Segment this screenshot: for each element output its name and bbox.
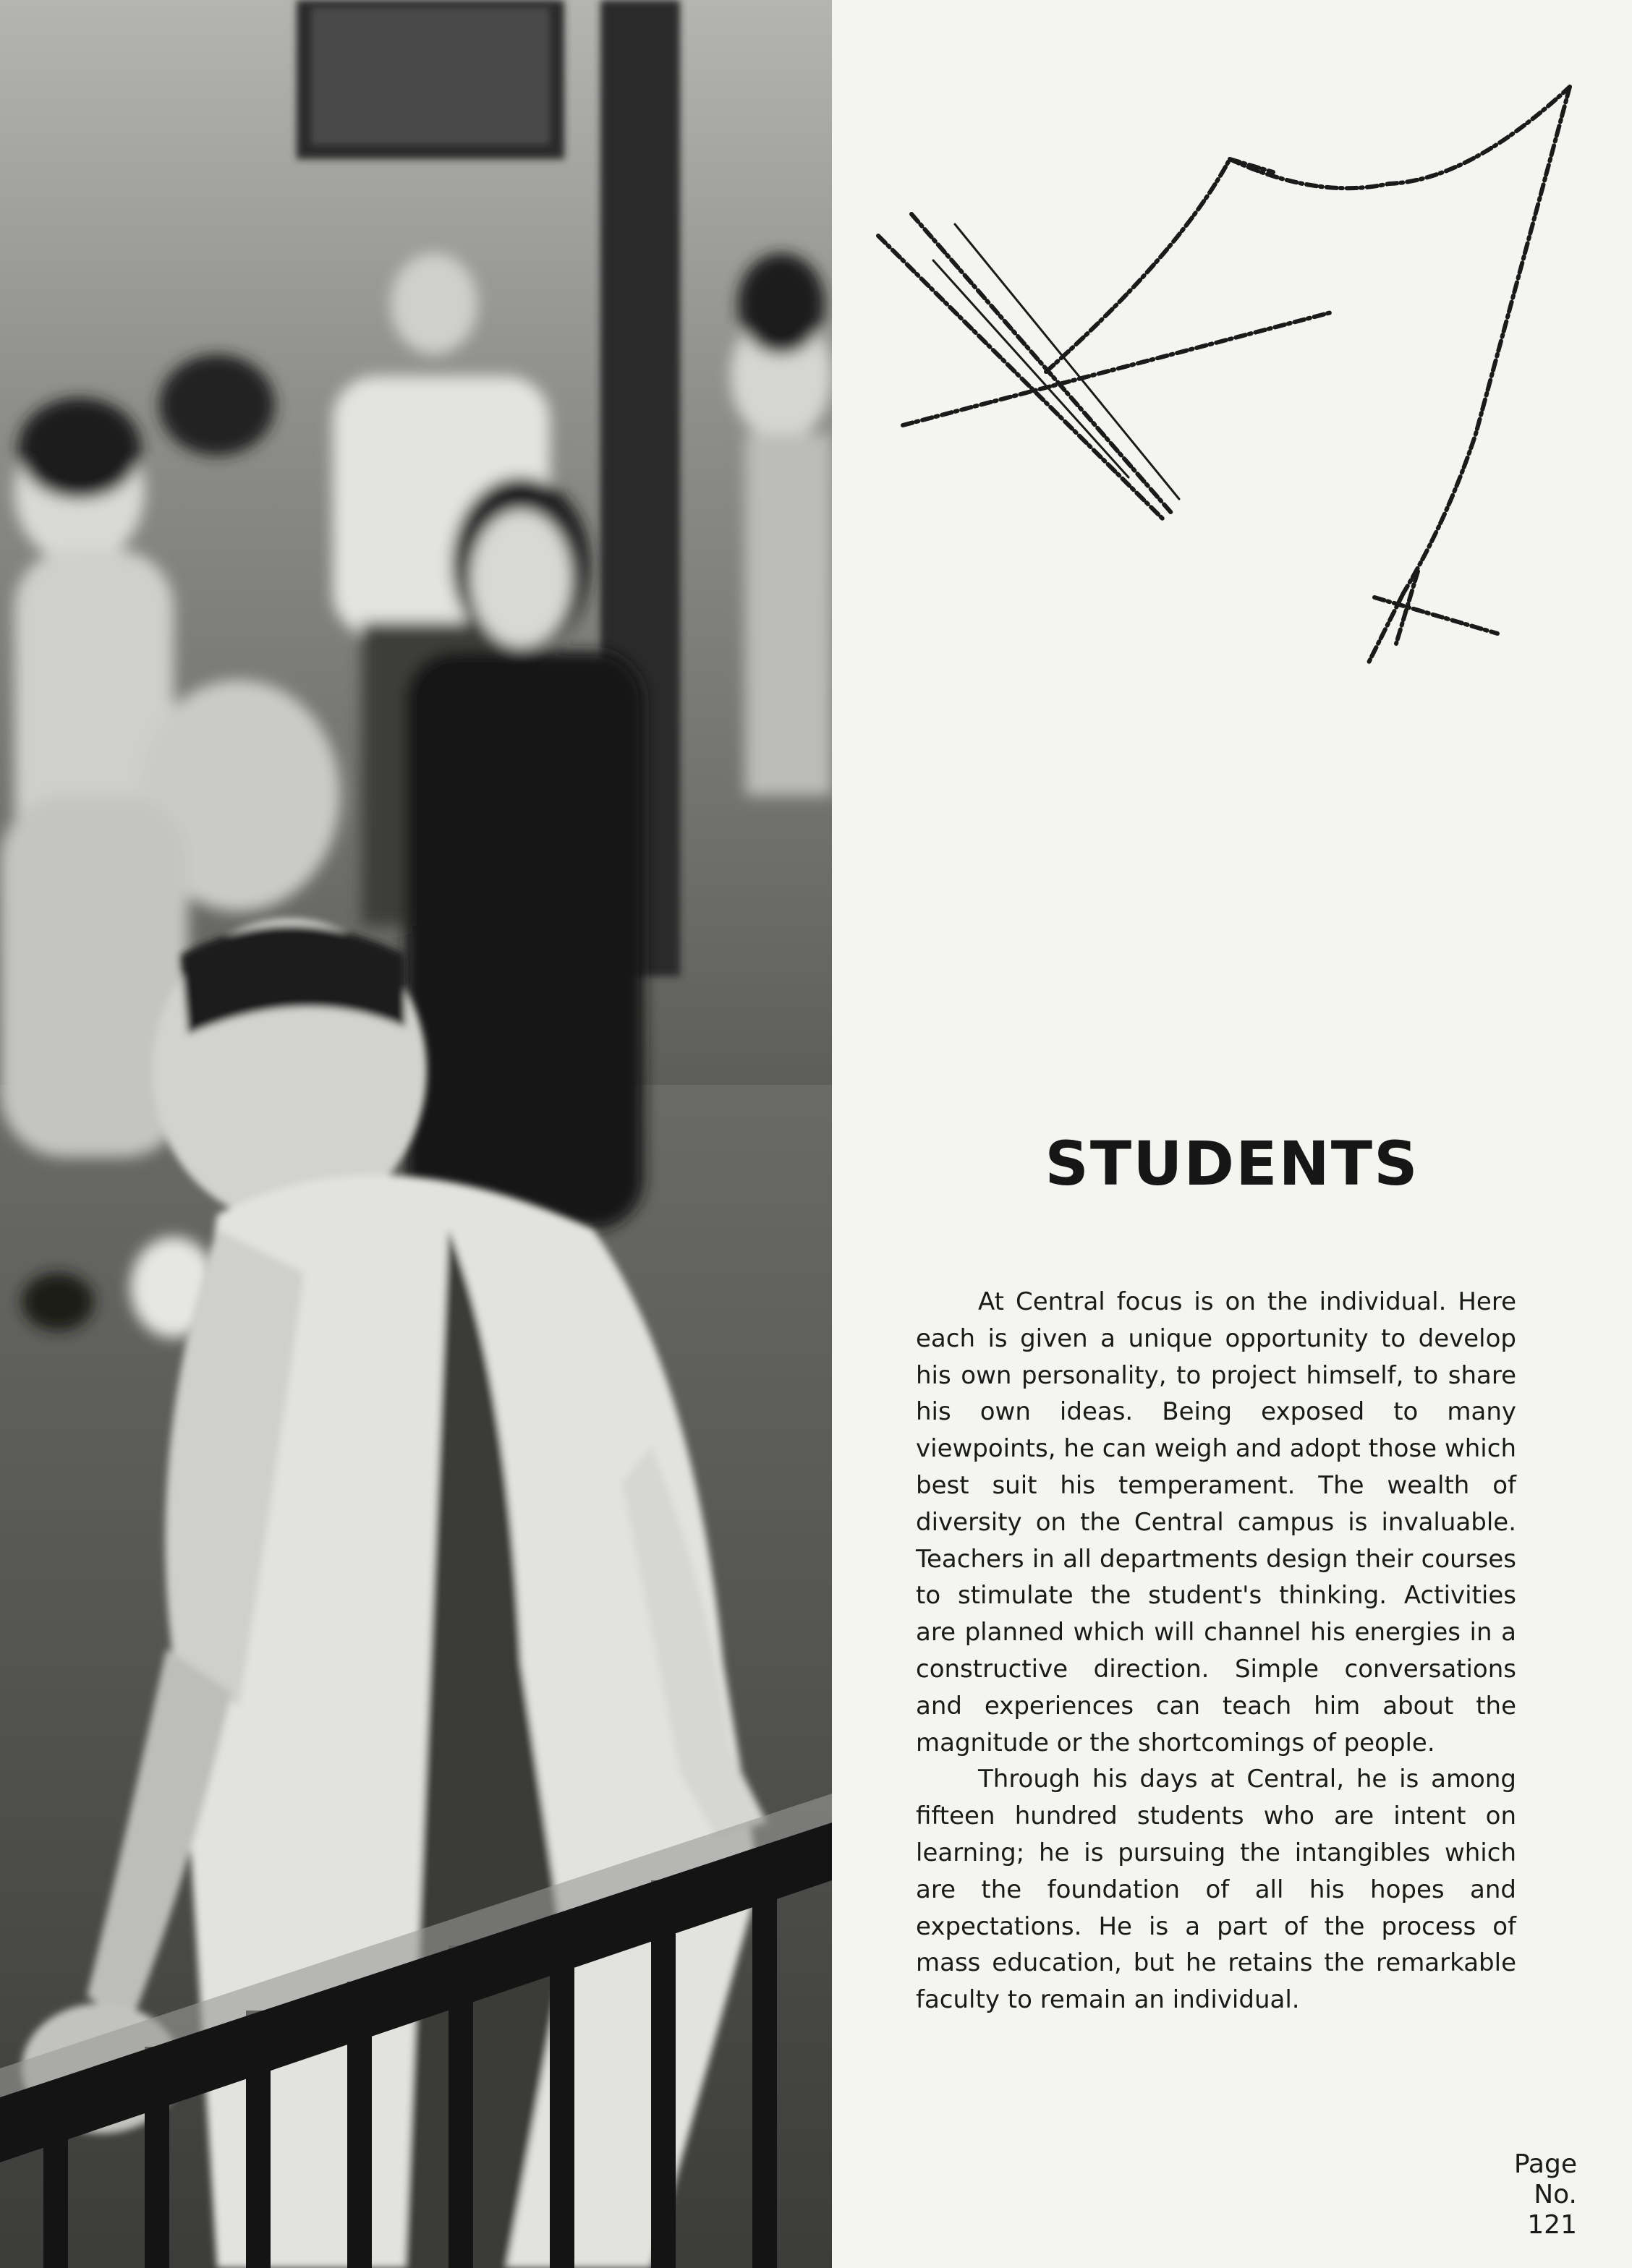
page-number: [1476, 2149, 1577, 2241]
paragraph-2: Through his days at Central, he is among fifteen hundred students who are intent on learning; he is pursuing the intangibles which are the foundation of all his hopes and expectations. He is a part of the process of mass education, but he retains the remarkable faculty to remain an individual.: [916, 1765, 1516, 2015]
hand-drawn-flag-icon: [868, 72, 1591, 694]
page-number-abbrev: No.: [1534, 2180, 1577, 2209]
page-number-label: Page: [1513, 2149, 1577, 2179]
page-number-value: 121: [1527, 2210, 1577, 2240]
body-text: [916, 1284, 1516, 2018]
paragraph-1: At Central focus is on the individual. Here each is given a unique opportunity to develop his own personality, to project himself, to share his own ideas. Being exposed to many viewpoints, he can weigh and adopt those which best suit his temperament. The wealth of diversity on the Central campus is invaluable. Teachers in all departments design their courses to stimulate the student's thinking. Activities are planned which will channel his energies in a constructive direction. Simple conversations and experiences can teach him about the magnitude or the shortcomings of people.: [916, 1287, 1516, 1757]
page-title: STUDENTS: [1045, 1128, 1419, 1199]
